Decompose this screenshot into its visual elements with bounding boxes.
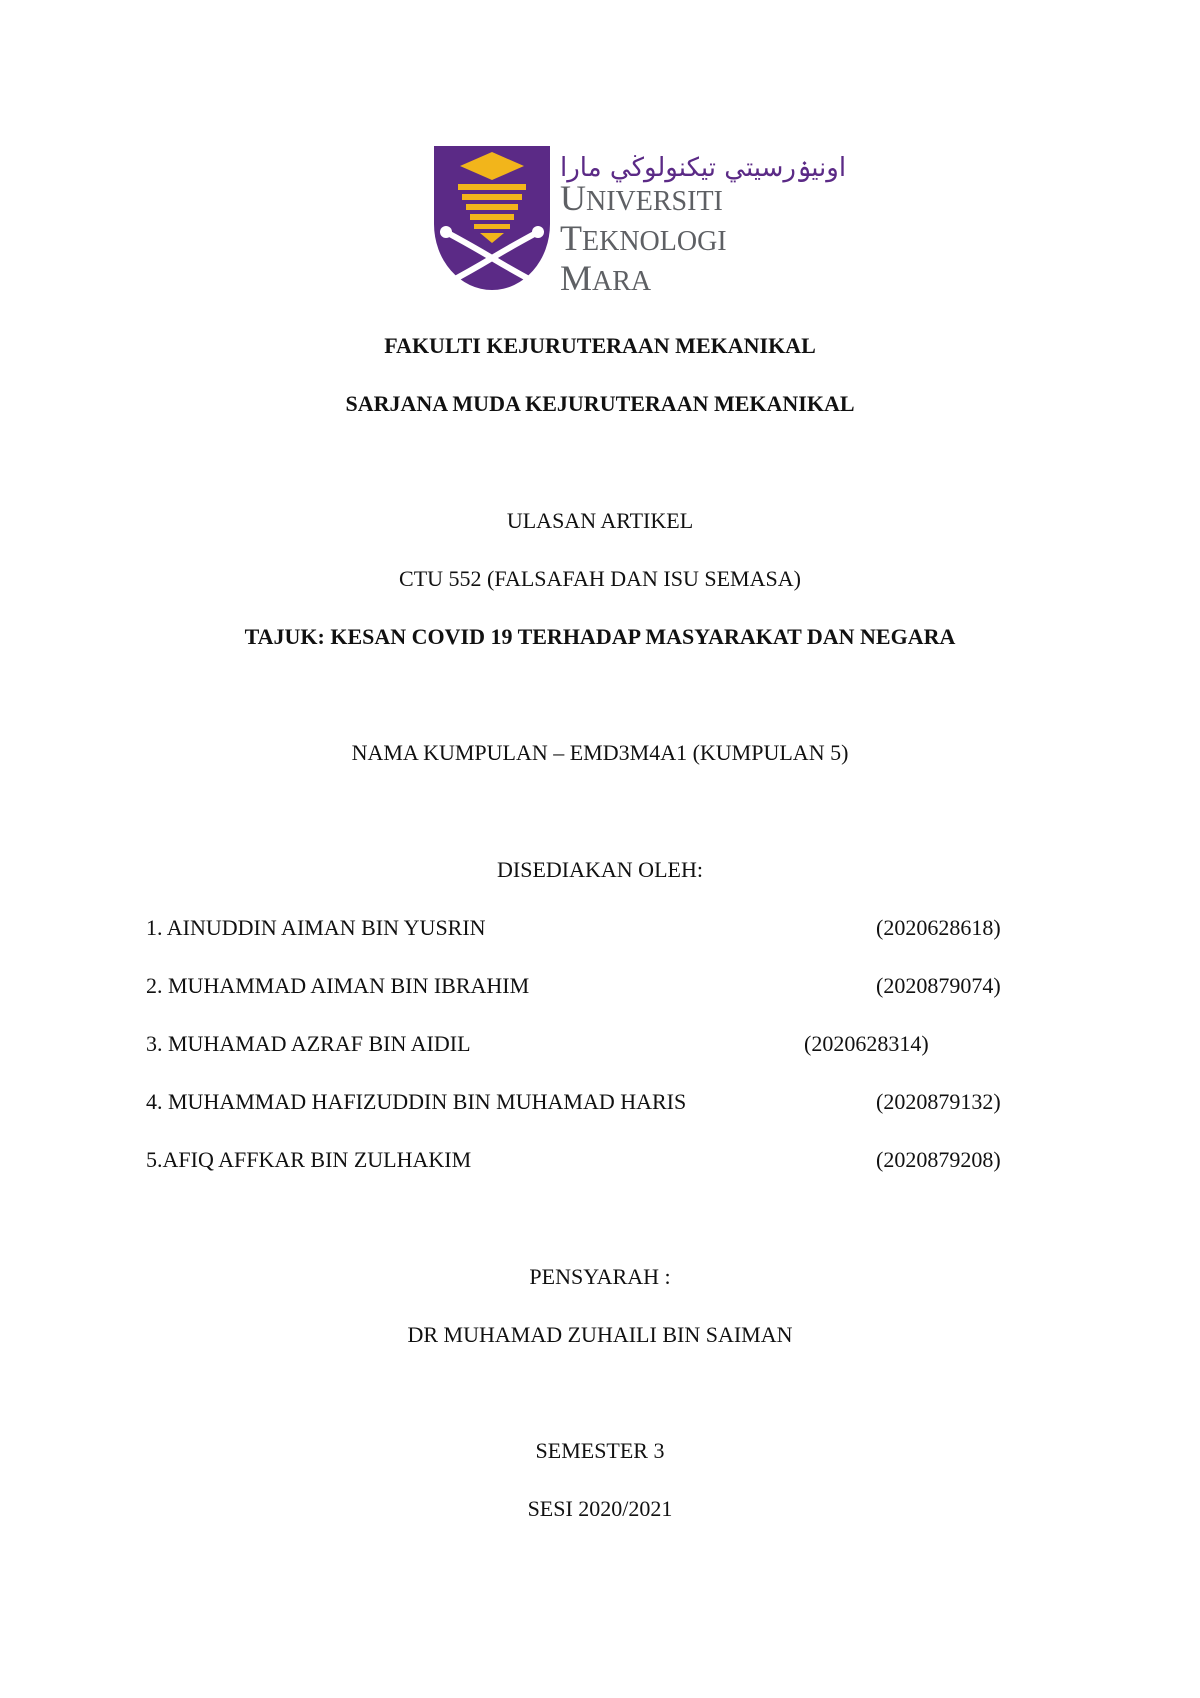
course-code: CTU 552 (FALSAFAH DAN ISU SEMASA) — [399, 566, 801, 591]
member-id: (2020628618) — [876, 915, 1001, 940]
university-logo — [432, 146, 847, 298]
member-id: (2020879132) — [876, 1089, 1001, 1114]
member-name: 5.AFIQ AFFKAR BIN ZULHAKIM — [146, 1147, 472, 1172]
svg-text:MARA: MARA — [560, 258, 652, 298]
svg-text:اونيۏرسيتي تيكنولوڬي مارا: اونيۏرسيتي تيكنولوڬي مارا — [560, 153, 847, 183]
assignment-type: ULASAN ARTIKEL — [506, 508, 694, 533]
member-name: 1. AINUDDIN AIMAN BIN YUSRIN — [146, 915, 486, 940]
svg-text:TEKNOLOGI: TEKNOLOGI — [560, 218, 727, 258]
prepared-by-label: DISEDIAKAN OLEH: — [497, 857, 703, 882]
member-id: (2020879208) — [876, 1147, 1001, 1172]
member-id: (2020628314) — [804, 1031, 929, 1056]
lecturer-name: DR MUHAMAD ZUHAILI BIN SAIMAN — [407, 1322, 793, 1347]
svg-text:UNIVERSITI: UNIVERSITI — [560, 178, 723, 218]
semester: SEMESTER 3 — [535, 1438, 665, 1463]
program-name: SARJANA MUDA KEJURUTERAAN MEKANIKAL — [345, 391, 855, 416]
member-name: 2. MUHAMMAD AIMAN BIN IBRAHIM — [146, 973, 530, 998]
assignment-title: TAJUK: KESAN COVID 19 TERHADAP MASYARAKAT DAN NEGARA — [244, 624, 956, 649]
session: SESI 2020/2021 — [527, 1496, 673, 1521]
group-name: NAMA KUMPULAN – EMD3M4A1 (KUMPULAN 5) — [351, 740, 849, 765]
member-id: (2020879074) — [876, 973, 1001, 998]
lecturer-label: PENSYARAH : — [529, 1264, 671, 1289]
member-name: 3. MUHAMAD AZRAF BIN AIDIL — [146, 1031, 471, 1056]
faculty-name: FAKULTI KEJURUTERAAN MEKANIKAL — [384, 333, 816, 358]
member-name: 4. MUHAMMAD HAFIZUDDIN BIN MUHAMAD HARIS — [146, 1089, 687, 1114]
